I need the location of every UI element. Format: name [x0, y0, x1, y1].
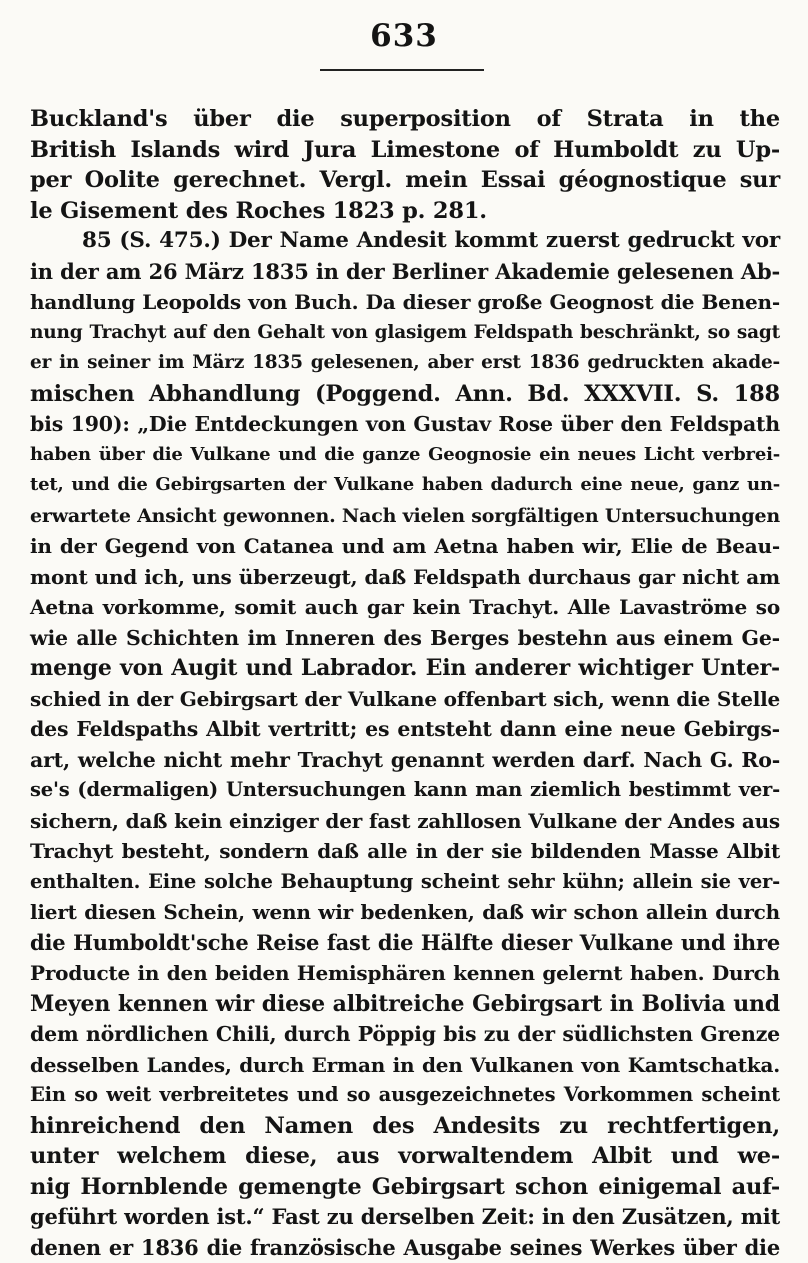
text-line: se's (dermaligen) Untersuchungen kann man ziemlich bestimmt ver- — [30, 775, 780, 806]
text-line: desselben Landes, durch Erman in den Vulkanen von Kamtschatka. — [30, 1050, 780, 1081]
text-line: in der Gegend von Catanea und am Aetna haben wir, Elie de Beau- — [30, 531, 780, 562]
text-line: Trachyt besteht, sondern daß alle in der sie bildenden Masse Albit — [30, 836, 780, 867]
text-line: mischen Abhandlung (Poggend. Ann. Bd. XXXVII. S. 188 — [30, 379, 780, 410]
text-line: British Islands wird Jura Limestone of Humboldt zu Up- — [30, 135, 780, 166]
text-line: menge von Augit und Labrador. Ein anderer wichtiger Unter- — [30, 653, 780, 684]
text-line: nung Trachyt auf den Gehalt von glasigem Feldspath beschränkt, so sagt — [30, 318, 780, 349]
text-line: des Feldspaths Albit vertritt; es entsteht dann eine neue Gebirgs- — [30, 714, 780, 745]
text-line: hinreichend den Namen des Andesits zu rechtfertigen, — [30, 1111, 780, 1142]
text-line: er in seiner im März 1835 gelesenen, aber erst 1836 gedruckten akade- — [30, 348, 780, 379]
text-line: erwartete Ansicht gewonnen. Nach vielen sorgfältigen Untersuchungen — [30, 501, 780, 532]
text-line: Ein so weit verbreitetes und so ausgezeichnetes Vorkommen scheint — [30, 1080, 780, 1111]
text-line: bis 190): „Die Entdeckungen von Gustav Rose über den Feldspath — [30, 409, 780, 440]
text-line: sichern, daß kein einziger der fast zahllosen Vulkane der Andes aus — [30, 806, 780, 837]
text-line: Meyen kennen wir diese albitreiche Gebirgsart in Bolivia und — [30, 989, 780, 1020]
page-number: 633 — [0, 18, 808, 54]
text-line: in der am 26 März 1835 in der Berliner Akademie gelesenen Ab- — [30, 257, 780, 288]
text-line: denen er 1836 die französische Ausgabe seines Werkes über die — [30, 1233, 780, 1263]
text-line: wie alle Schichten im Inneren des Berges bestehn aus einem Ge- — [30, 623, 780, 654]
text-line: le Gisement des Roches 1823 p. 281. — [30, 196, 780, 227]
text-line: geführt worden ist.“ Fast zu derselben Zeit: in den Zusätzen, mit — [30, 1202, 780, 1233]
body-text — [30, 104, 780, 1263]
text-line: schied in der Gebirgsart der Vulkane offenbart sich, wenn die Stelle — [30, 684, 780, 715]
text-line: mont und ich, uns überzeugt, daß Feldspath durchaus gar nicht am — [30, 562, 780, 593]
text-line: Aetna vorkomme, somit auch gar kein Trachyt. Alle Lavaströme so — [30, 592, 780, 623]
text-line: haben über die Vulkane und die ganze Geognosie ein neues Licht verbrei- — [30, 440, 780, 471]
text-line: tet, und die Gebirgsarten der Vulkane haben dadurch eine neue, ganz un- — [30, 470, 780, 501]
text-line: unter welchem diese, aus vorwaltendem Albit und we- — [30, 1141, 780, 1172]
text-line: liert diesen Schein, wenn wir bedenken, daß wir schon allein durch — [30, 897, 780, 928]
text-line: enthalten. Eine solche Behauptung scheint sehr kühn; allein sie ver- — [30, 867, 780, 898]
text-line: Buckland's über die superposition of Strata in the — [30, 104, 780, 135]
text-line: die Humboldt'sche Reise fast die Hälfte dieser Vulkane und ihre — [30, 928, 780, 959]
text-line: nig Hornblende gemengte Gebirgsart schon einigemal auf- — [30, 1172, 780, 1203]
footnote-start-line: 85 (S. 475.) Der Name Andesit kommt zuerst gedruckt vor — [30, 226, 780, 257]
text-line: dem nördlichen Chili, durch Pöppig bis zu der südlichsten Grenze — [30, 1019, 780, 1050]
header-rule — [320, 69, 484, 71]
text-line: Producte in den beiden Hemisphären kennen gelernt haben. Durch — [30, 958, 780, 989]
text-line: handlung Leopolds von Buch. Da dieser große Geognost die Benen- — [30, 287, 780, 318]
text-line: per Oolite gerechnet. Vergl. mein Essai géognostique sur — [30, 165, 780, 196]
text-line: art, welche nicht mehr Trachyt genannt werden darf. Nach G. Ro- — [30, 745, 780, 776]
